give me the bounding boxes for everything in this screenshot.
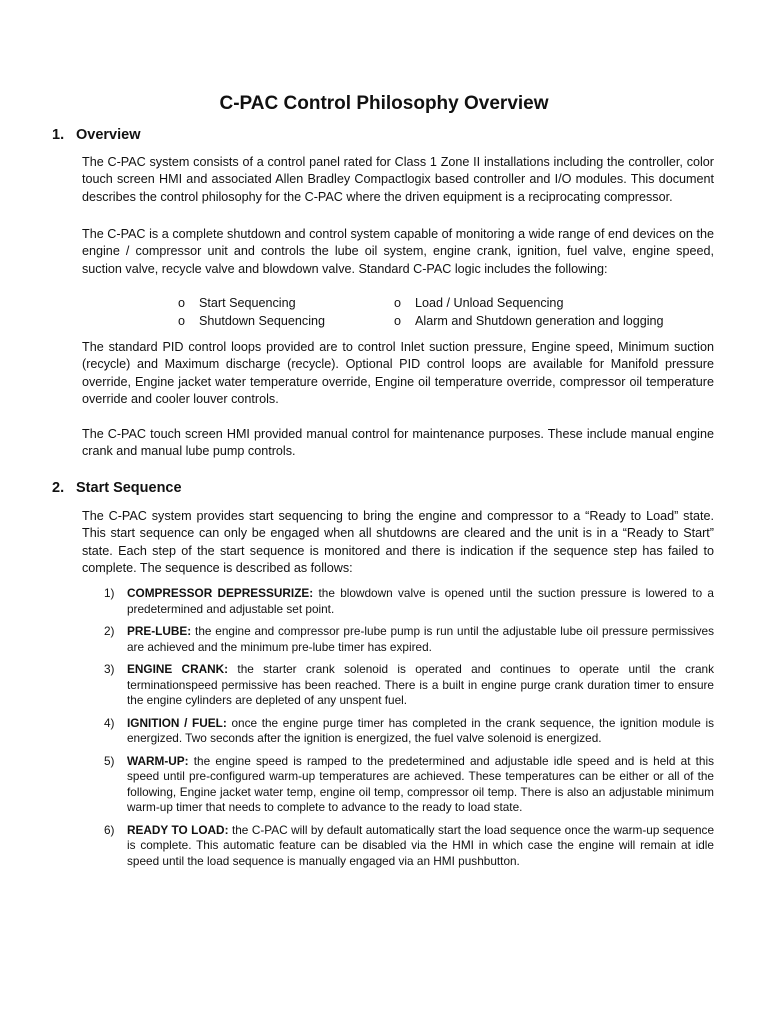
step-label: COMPRESSOR DEPRESSURIZE: [127,586,314,600]
step-label: READY TO LOAD: [127,822,229,837]
list-item: 5) WARM-UP: the engine speed is ramped to the predetermined and adjustable idle speed and is held at this speed until pre-configured warm-up temperatures are achieved. These temperatures can be either or all of the following, Engine jacket water temp, engine oil temp, compressor oil temp. There is also an adjustable minimum warm-up timer that needs to complete to advance to the ready to load state. [104,753,715,814]
start-sequence-intro: The C-PAC system provides start sequencing to bring the engine and compressor to a “Ready to Load” state. This start sequence can only be engaged when all shutdowns are cleared and the unit is in a “Ready to Start” state. Each step of the start sequence is monitored and there is indication if the sequence step has failed to complete. The sequence is described as follows: [82,509,714,575]
section-title: Start Sequence [76,480,182,496]
overview-paragraph-1: The C-PAC system consists of a control panel rated for Class 1 Zone II installations including the controller, color touch screen HMI and associated Allen Bradley Compactlogix based controller and I/O modules. This document describes the control philosophy for the C-PAC where the driven equipment is a reciprocating compressor. [82,155,714,204]
bullet-marker: o [178,296,186,310]
list-item: 1) COMPRESSOR DEPRESSURIZE: the blowdown valve is opened until the suction pressure is lowered to a predetermined and adjustable set point. [104,586,714,616]
bullet-marker: o [178,314,186,328]
list-item: 4) IGNITION / FUEL: once the engine purge timer has completed in the crank sequence, the ignition module is energized. Two seconds after the ignition is energized, the fuel valve solenoid is energized. [104,715,714,745]
section-heading-overview [52,126,141,144]
overview-paragraph-4: The C-PAC touch screen HMI provided manual control for maintenance purposes. These include manual engine crank and manual lube pump controls. [82,427,714,459]
step-label: ENGINE CRANK: [127,662,229,676]
bullet-item: o Start Sequencing [178,295,296,312]
list-item: 3) ENGINE CRANK: the starter crank solenoid is operated and continues to operate until the crank terminationspeed permissive has been reached. There is a built in engine purge crank duration timer to ensure the engine cylinders are depleted of any unspent fuel. [104,662,714,707]
list-item: 2) PRE-LUBE: the engine and compressor pre-lube pump is run until the adjustable lube oil pressure permissives are achieved and the minimum pre-lube timer has expired. [104,624,714,654]
bullet-marker: o [394,296,402,310]
step-label: WARM-UP: [127,753,189,768]
bullet-item: o Load / Unload Sequencing [394,295,563,312]
bullet-marker: o [394,314,402,328]
overview-paragraph-3: The standard PID control loops provided are to control Inlet suction pressure, Engine speed, Minimum suction (recycle) and Maximum discharge (recycle). Optional PID control loops are available for Manifold pressure override, Engine jacket water temperature override, Engine oil temperature override, compressor oil temperature override and cooler louver controls. [82,340,714,406]
section-number: 1. [52,127,65,143]
overview-paragraph-2: The C-PAC is a complete shutdown and control system capable of monitoring a wide range of end devices on the engine / compressor unit and controls the lube oil system, engine crank, ignition, fuel valve, engine speed, suction valve, recycle valve and blowdown valve. Standard C-PAC logic includes the following: [82,227,714,276]
start-sequence-steps [104,586,714,876]
list-item: 6) READY TO LOAD: the C-PAC will by default automatically start the load sequence once the warm-up sequence is complete. This automatic feature can be disabled via the HMI in which case the engine will remain at idle speed until the load sequence is manually engaged via an HMI pushbutton. [104,822,715,868]
step-label: PRE-LUBE: [127,624,192,638]
document-title: C-PAC Control Philosophy Overview [219,93,549,114]
section-heading-start-sequence [52,479,182,497]
step-label: IGNITION / FUEL: [127,715,227,730]
section-title: Overview [76,127,141,143]
bullet-item: o Alarm and Shutdown generation and logging [394,313,664,330]
bullet-item: o Shutdown Sequencing [178,313,325,330]
section-number: 2. [52,480,65,496]
